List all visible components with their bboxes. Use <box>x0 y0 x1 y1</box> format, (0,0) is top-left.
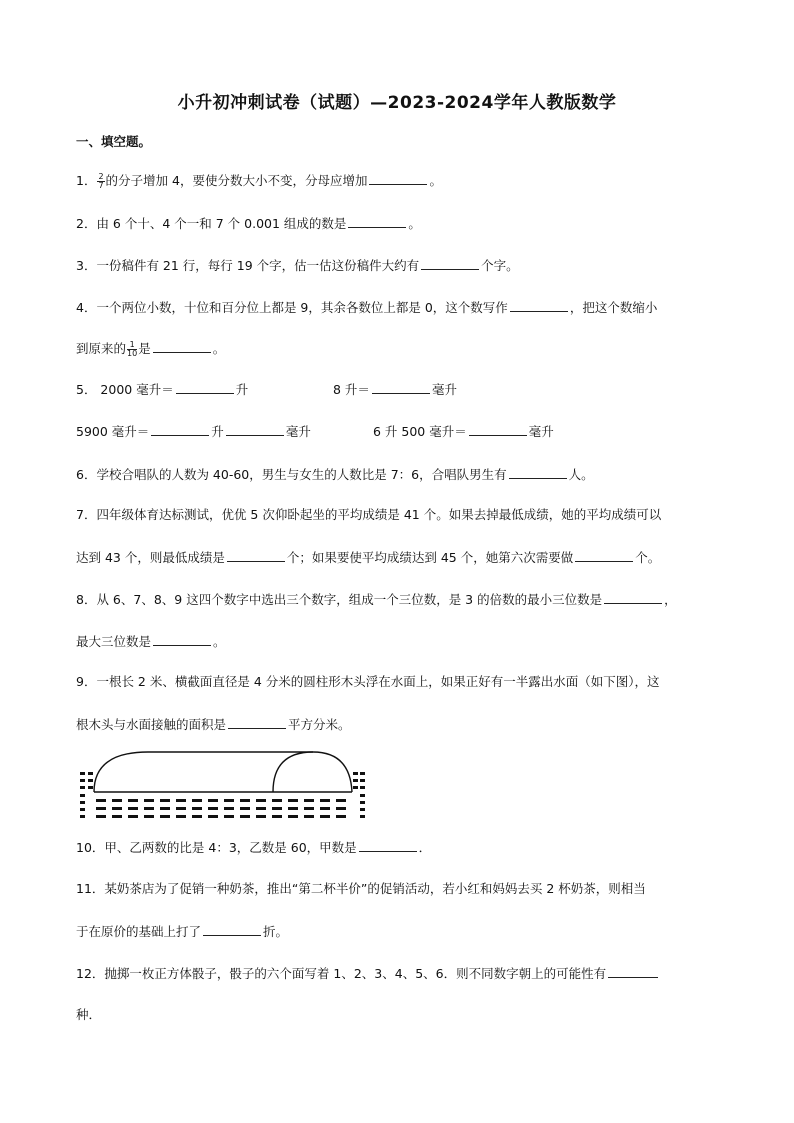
q1-text: 的分子增加 4，要使分数大小不变，分母应增加 <box>105 173 368 188</box>
q10-text: 10．甲、乙两数的比是 4：3，乙数是 60，甲数是 <box>76 840 357 855</box>
answer-blank[interactable] <box>153 633 211 646</box>
q9-end: 平方分米。 <box>288 717 351 732</box>
q5a-text: 5． 2000 毫升＝ <box>76 382 174 397</box>
q7-end: 个。 <box>635 550 661 565</box>
q8-text: 8．从 6、7、8、9 这四个数字中选出三个数字，组成一个三位数，是 3 的倍数的最小三位数是 <box>76 592 603 607</box>
q3-text: 3．一份稿件有 21 行，每行 19 个字，估一估这份稿件大约有 <box>76 258 420 273</box>
fraction-numerator: 2 <box>98 172 104 181</box>
answer-blank[interactable] <box>372 381 430 394</box>
q12-line2-text: 种． <box>76 1007 102 1022</box>
section-heading: 一、填空题。 <box>76 134 152 149</box>
q9-text: 9．一根长 2 米、横截面直径是 4 分米的圆柱形木头浮在水面上，如果正好有一半露出水面（如下图），这 <box>76 674 660 689</box>
answer-blank[interactable] <box>176 381 234 394</box>
q2-text: 2．由 6 个十、4 个一和 7 个 0.001 组成的数是 <box>76 216 347 231</box>
answer-blank[interactable] <box>369 172 427 185</box>
q4-text: 4．一个两位小数，十位和百分位上都是 9，其余各数位上都是 0，这个数写作 <box>76 300 508 315</box>
fraction-numerator: 1 <box>127 341 137 350</box>
question-11-line-1 <box>76 881 646 897</box>
question-2 <box>76 215 421 232</box>
question-5-line-1 <box>76 381 248 398</box>
question-9-line-1 <box>76 674 660 690</box>
question-8-line-1 <box>76 591 677 608</box>
q5d-text: 6 升 500 毫升＝ <box>373 424 467 439</box>
question-7-line-1 <box>76 507 661 523</box>
water-dashes <box>80 772 365 818</box>
fraction-1-10 <box>127 341 137 358</box>
question-4-line-2 <box>76 340 225 358</box>
q8-line1-end: ， <box>664 592 677 607</box>
q7-text: 7．四年级体育达标测试，优优 5 次仰卧起坐的平均成绩是 41 个。如果去掉最低成绩，她的平均成绩可以 <box>76 507 662 522</box>
question-3 <box>76 257 519 274</box>
question-9-line-2 <box>76 716 351 733</box>
q7-line2-text: 达到 43 个，则最低成绩是 <box>76 550 225 565</box>
question-12-line-2 <box>76 1007 101 1023</box>
q5c-unit-1: 升 <box>211 424 224 439</box>
q5b-text: 8 升＝ <box>333 382 370 397</box>
answer-blank[interactable] <box>348 215 406 228</box>
q9-line2-text: 根木头与水面接触的面积是 <box>76 717 227 732</box>
q8-line2-text: 最大三位数是 <box>76 634 152 649</box>
answer-blank[interactable] <box>421 257 479 270</box>
q6-text: 6．学校合唱队的人数为 40-60，男生与女生的人数比是 7：6，合唱队男生有 <box>76 467 507 482</box>
q5a-unit: 升 <box>235 382 249 397</box>
q1-end: 。 <box>429 173 442 188</box>
q1-number: 1． <box>76 173 97 188</box>
q11-line2-text: 于在原价的基础上打了 <box>76 924 202 939</box>
answer-blank[interactable] <box>228 716 286 729</box>
q5b-unit: 毫升 <box>431 382 457 397</box>
q4-mid: ，把这个数缩小 <box>569 300 658 315</box>
q5c-unit-2: 毫升 <box>285 424 311 439</box>
answer-blank[interactable] <box>227 549 285 562</box>
answer-blank[interactable] <box>359 839 417 852</box>
q4-line2-post: 是 <box>138 341 151 356</box>
answer-blank[interactable] <box>510 299 568 312</box>
q5d-unit: 毫升 <box>528 424 554 439</box>
fraction-denominator: 7 <box>98 181 104 190</box>
question-11-line-2 <box>76 923 288 940</box>
answer-blank[interactable] <box>575 549 633 562</box>
page-title: 小升初冲刺试卷（试题）—2023-2024学年人教版数学 <box>177 93 617 113</box>
question-6 <box>76 466 594 483</box>
question-7-line-2 <box>76 549 660 566</box>
fraction-2-7 <box>97 173 104 190</box>
answer-blank[interactable] <box>151 423 209 436</box>
answer-blank[interactable] <box>203 923 261 936</box>
question-5-line-2 <box>76 423 311 440</box>
question-5-part-d <box>373 423 554 440</box>
q4-end: 。 <box>212 341 226 356</box>
question-12-line-1 <box>76 965 660 982</box>
q11-text: 11．某奶茶店为了促销一种奶茶，推出“第二杯半价”的促销活动，若小红和妈妈去买 2 杯奶茶，则相当 <box>76 881 646 896</box>
q12-text: 12．抛掷一枚正方体骰子，骰子的六个面写着 1、2、3、4、5、6．则不同数字朝上的可能性有 <box>76 966 607 981</box>
question-5-part-b <box>333 381 457 398</box>
q11-end: 折。 <box>263 924 289 939</box>
floating-log-figure <box>78 744 368 824</box>
log-end-circle <box>273 752 352 792</box>
question-10 <box>76 839 431 856</box>
q10-end: ． <box>418 840 432 855</box>
log-outline <box>94 752 313 792</box>
q8-end: 。 <box>213 634 226 649</box>
fraction-denominator: 10 <box>127 349 138 358</box>
q7-line2-mid: 个；如果要使平均成绩达到 45 个，她第六次需要做 <box>286 550 574 565</box>
question-8-line-2 <box>76 633 226 650</box>
q4-line2-text: 到原来的 <box>76 341 127 356</box>
question-1 <box>76 172 442 190</box>
answer-blank[interactable] <box>604 591 662 604</box>
answer-blank[interactable] <box>509 466 567 479</box>
q3-end: 个字。 <box>481 258 519 273</box>
answer-blank[interactable] <box>153 340 211 353</box>
q5c-text: 5900 毫升＝ <box>76 424 150 439</box>
answer-blank[interactable] <box>469 423 527 436</box>
q2-end: 。 <box>408 216 421 231</box>
question-4-line-1 <box>76 299 657 316</box>
answer-blank[interactable] <box>608 965 658 978</box>
q6-end: 人。 <box>568 467 594 482</box>
answer-blank[interactable] <box>226 423 284 436</box>
